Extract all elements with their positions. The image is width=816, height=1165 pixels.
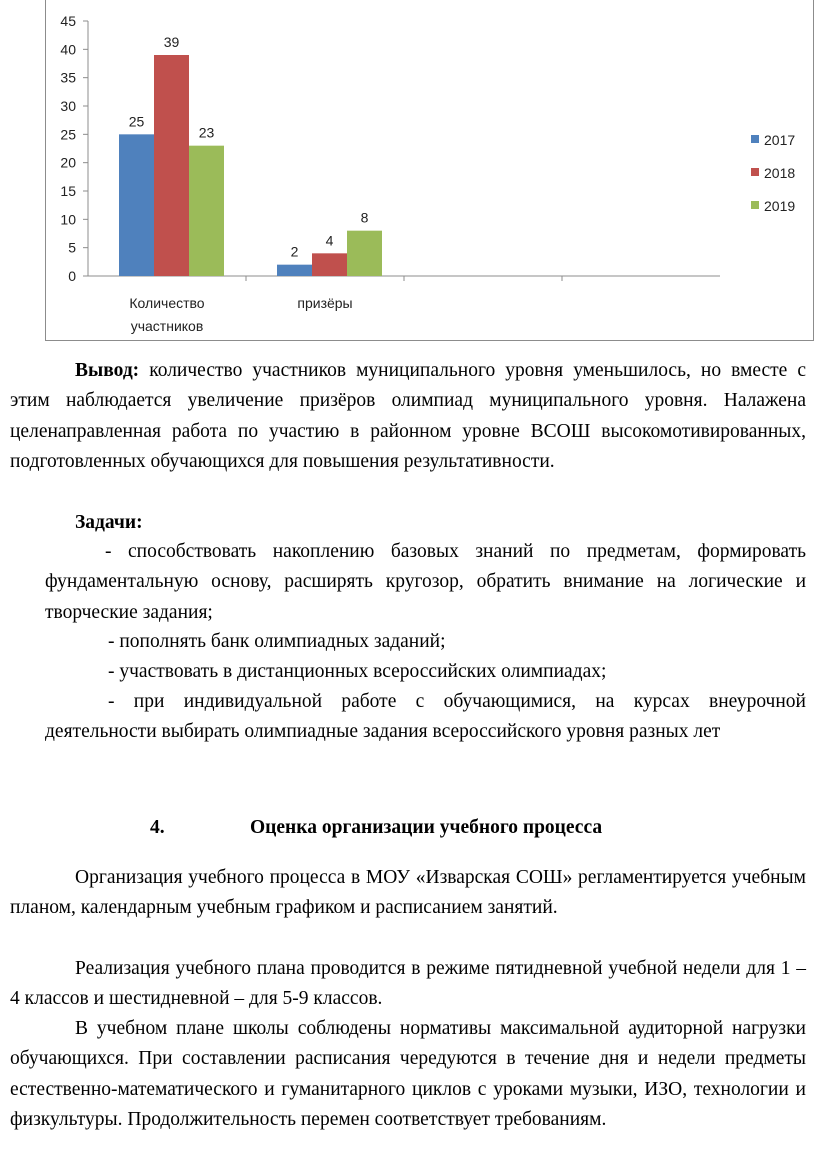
legend-swatch-2017 [751,135,759,143]
legend-label-2019: 2019 [764,198,796,214]
data-label: 23 [198,124,215,141]
legend-label-2018: 2018 [764,165,796,181]
conclusion-text: количество участников муниципального уровня уменьшилось, но вместе с этим наблюдается увеличение призёров олимпиад муниципального уровня. Налажена целенаправленная работа по участию в районном уровне ВСОШ высокомотивированных, подготовленных обучающихся для повышения результативности. [10,360,806,472]
y-tick-label: 10 [60,211,76,228]
bar-2019-2 [347,231,382,276]
legend-swatch-2018 [751,168,759,176]
task-item-3: - участвовать в дистанционных всероссийских олимпиадах; [108,661,607,682]
data-label: 4 [325,232,334,249]
x-category-label: участников [130,318,204,334]
y-tick-label: 25 [60,126,76,143]
y-tick-label: 35 [60,69,76,86]
y-tick-label: 5 [68,239,76,256]
task-item-1: - способствовать накоплению базовых знаний по предметам, формировать фундаментальную основу, расширять кругозор, обратить внимание на логические и творческие задания; [45,541,806,623]
bar-2018-1 [154,55,189,276]
legend-swatch-2019 [751,201,759,209]
paragraph-2: Реализация учебного плана проводится в режиме пятидневной учебной недели для 1 – 4 классов и шестидневной – для 5-9 классов. [10,958,806,1010]
task-item-4: - при индивидуальной работе с обучающимися, на курсах внеурочной деятельности выбирать олимпиадные задания всероссийского уровня разных лет [45,691,806,743]
y-tick-label: 30 [60,98,76,114]
chart-svg [46,0,815,341]
y-tick-label: 45 [60,13,76,29]
paragraph-3: В учебном плане школы соблюдены нормативы максимальной аудиторной нагрузки обучающихся. При составлении расписания чередуются в течение дня и недели предметы естественно-математического и гуманитарного циклов с уроками музыки, ИЗО, технологии и физкультуры. Продолжительность перемен соответствует требованиям. [10,1018,806,1130]
y-tick-label: 40 [60,41,76,58]
section-number: 4. [150,817,165,838]
paragraph-1: Организация учебного процесса в МОУ «Изварская СОШ» регламентируется учебным планом, календарным учебным графиком и расписанием занятий. [10,867,806,919]
legend-label-2017: 2017 [764,132,796,148]
data-label: 39 [163,34,180,50]
tasks-label: Задачи: [75,512,143,533]
task-item-2: - пополнять банк олимпиадных заданий; [108,631,446,652]
y-tick-label: 0 [68,268,76,284]
data-label: 25 [128,113,145,130]
bar-2018-2 [312,253,347,276]
y-tick-label: 15 [60,183,76,199]
x-category-label: призёры [297,295,353,311]
conclusion-label: Вывод: [75,360,140,381]
x-category-label: Количество [129,295,205,311]
bar-chart [45,0,814,341]
bar-2019-1 [189,146,224,276]
bar-2017-2 [277,265,312,276]
data-label: 8 [360,209,369,226]
section-title: Оценка организации учебного процесса [250,817,603,838]
bar-2017-1 [119,134,154,276]
y-tick-label: 20 [60,154,76,171]
data-label: 2 [290,243,299,260]
conclusion-paragraph [10,356,806,477]
